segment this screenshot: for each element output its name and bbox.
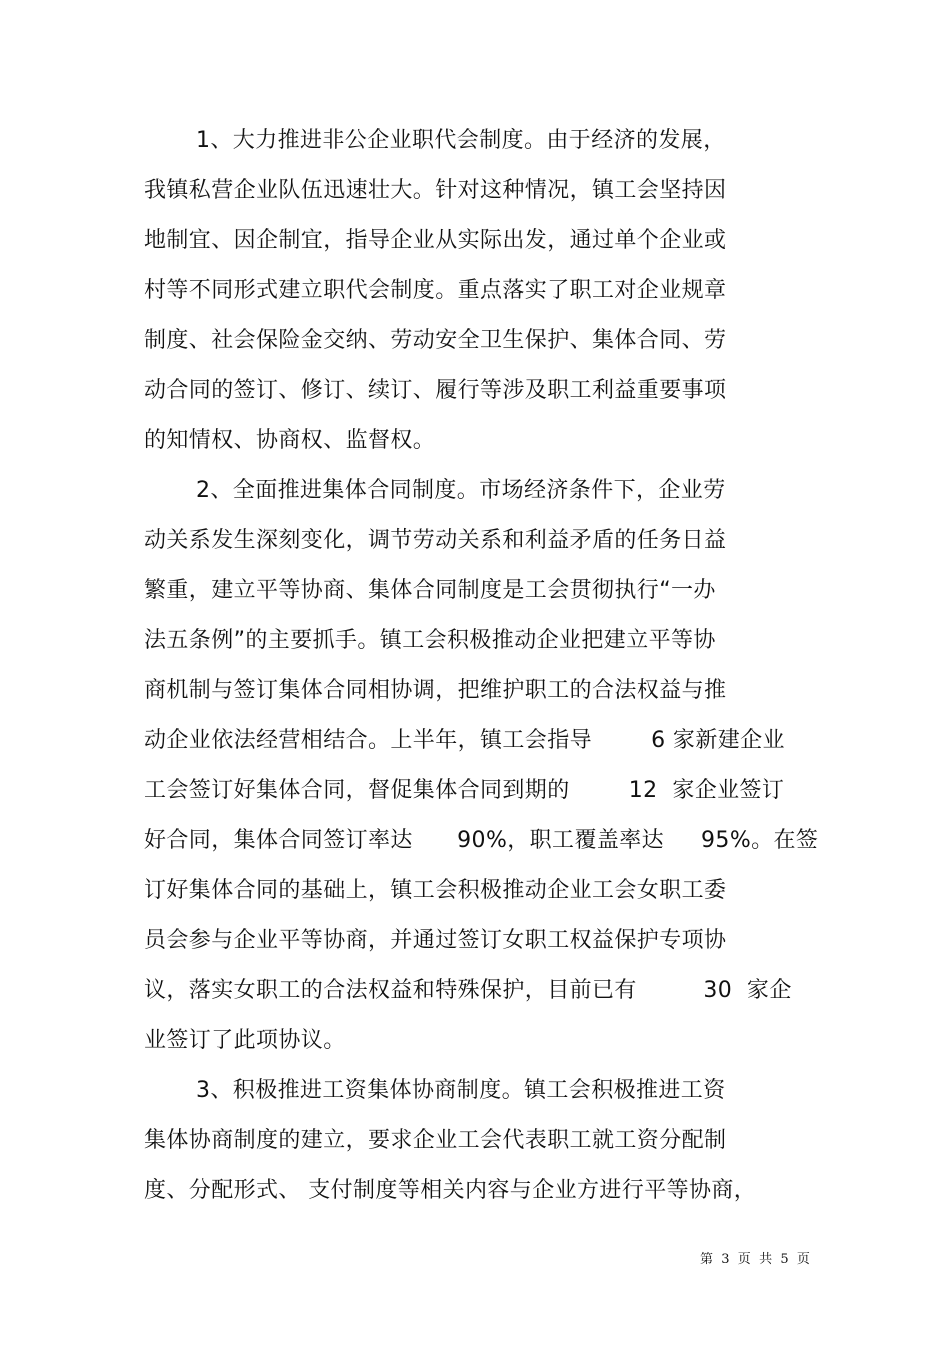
paragraph-1-line-5: 制度、社会保险金交纳、劳动安全卫生保护、集体合同、劳 [144,328,727,353]
paragraph-2-line-9: 订好集体合同的基础上，镇工会积极推动企业工会女职工委 [144,878,727,903]
paragraph-1-line-2: 我镇私营企业队伍迅速壮大。针对这种情况，镇工会坚持因 [144,178,727,203]
paragraph-3-line-3: 度、分配形式、 支付制度等相关内容与企业方进行平等协商， [144,1178,757,1203]
paragraph-2-line-6: 动企业依法经营相结合。上半年，镇工会指导 6 家新建企业 [144,728,785,753]
paragraph-1-line-7: 的知情权、协商权、监督权。 [144,428,436,453]
paragraph-2-line-12: 业签订了此项协议。 [144,1028,346,1053]
paragraph-2-line-10: 员会参与企业平等协商，并通过签订女职工权益保护专项协 [144,928,727,953]
paragraph-2-line-4: 法五条例”的主要抓手。镇工会积极推动企业把建立平等协 [144,628,716,653]
paragraph-2-line-2: 动关系发生深刻变化，调节劳动关系和利益矛盾的任务日益 [144,528,727,553]
paragraph-2-line-3: 繁重，建立平等协商、集体合同制度是工会贯彻执行“一办 [144,578,716,603]
paragraph-2-line-5: 商机制与签订集体合同相协调，把维护职工的合法权益与推 [144,678,727,703]
paragraph-3-line-1: 3、积极推进工资集体协商制度。镇工会积极推进工资 [196,1078,726,1103]
paragraph-2-line-11: 议，落实女职工的合法权益和特殊保护，目前已有 30 家企 [144,978,792,1003]
paragraph-1-line-1: 1、大力推进非公企业职代会制度。由于经济的发展， [196,128,726,153]
paragraph-2-line-7: 工会签订好集体合同，督促集体合同到期的 12 家企业签订 [144,778,785,803]
paragraph-2-line-8: 好合同，集体合同签订率达 90%，职工覆盖率达 95%。在签 [144,828,819,853]
paragraph-3-line-2: 集体协商制度的建立，要求企业工会代表职工就工资分配制 [144,1128,727,1153]
paragraph-2-line-1: 2、全面推进集体合同制度。市场经济条件下，企业劳 [196,478,726,503]
paragraph-1-line-4: 村等不同形式建立职代会制度。重点落实了职工对企业规章 [144,278,727,303]
paragraph-1-line-6: 动合同的签订、修订、续订、履行等涉及职工利益重要事项 [144,378,727,403]
page-number-footer: 第 3 页 共 5 页 [700,1252,810,1267]
paragraph-1-line-3: 地制宜、因企制宜，指导企业从实际出发，通过单个企业或 [144,228,727,253]
